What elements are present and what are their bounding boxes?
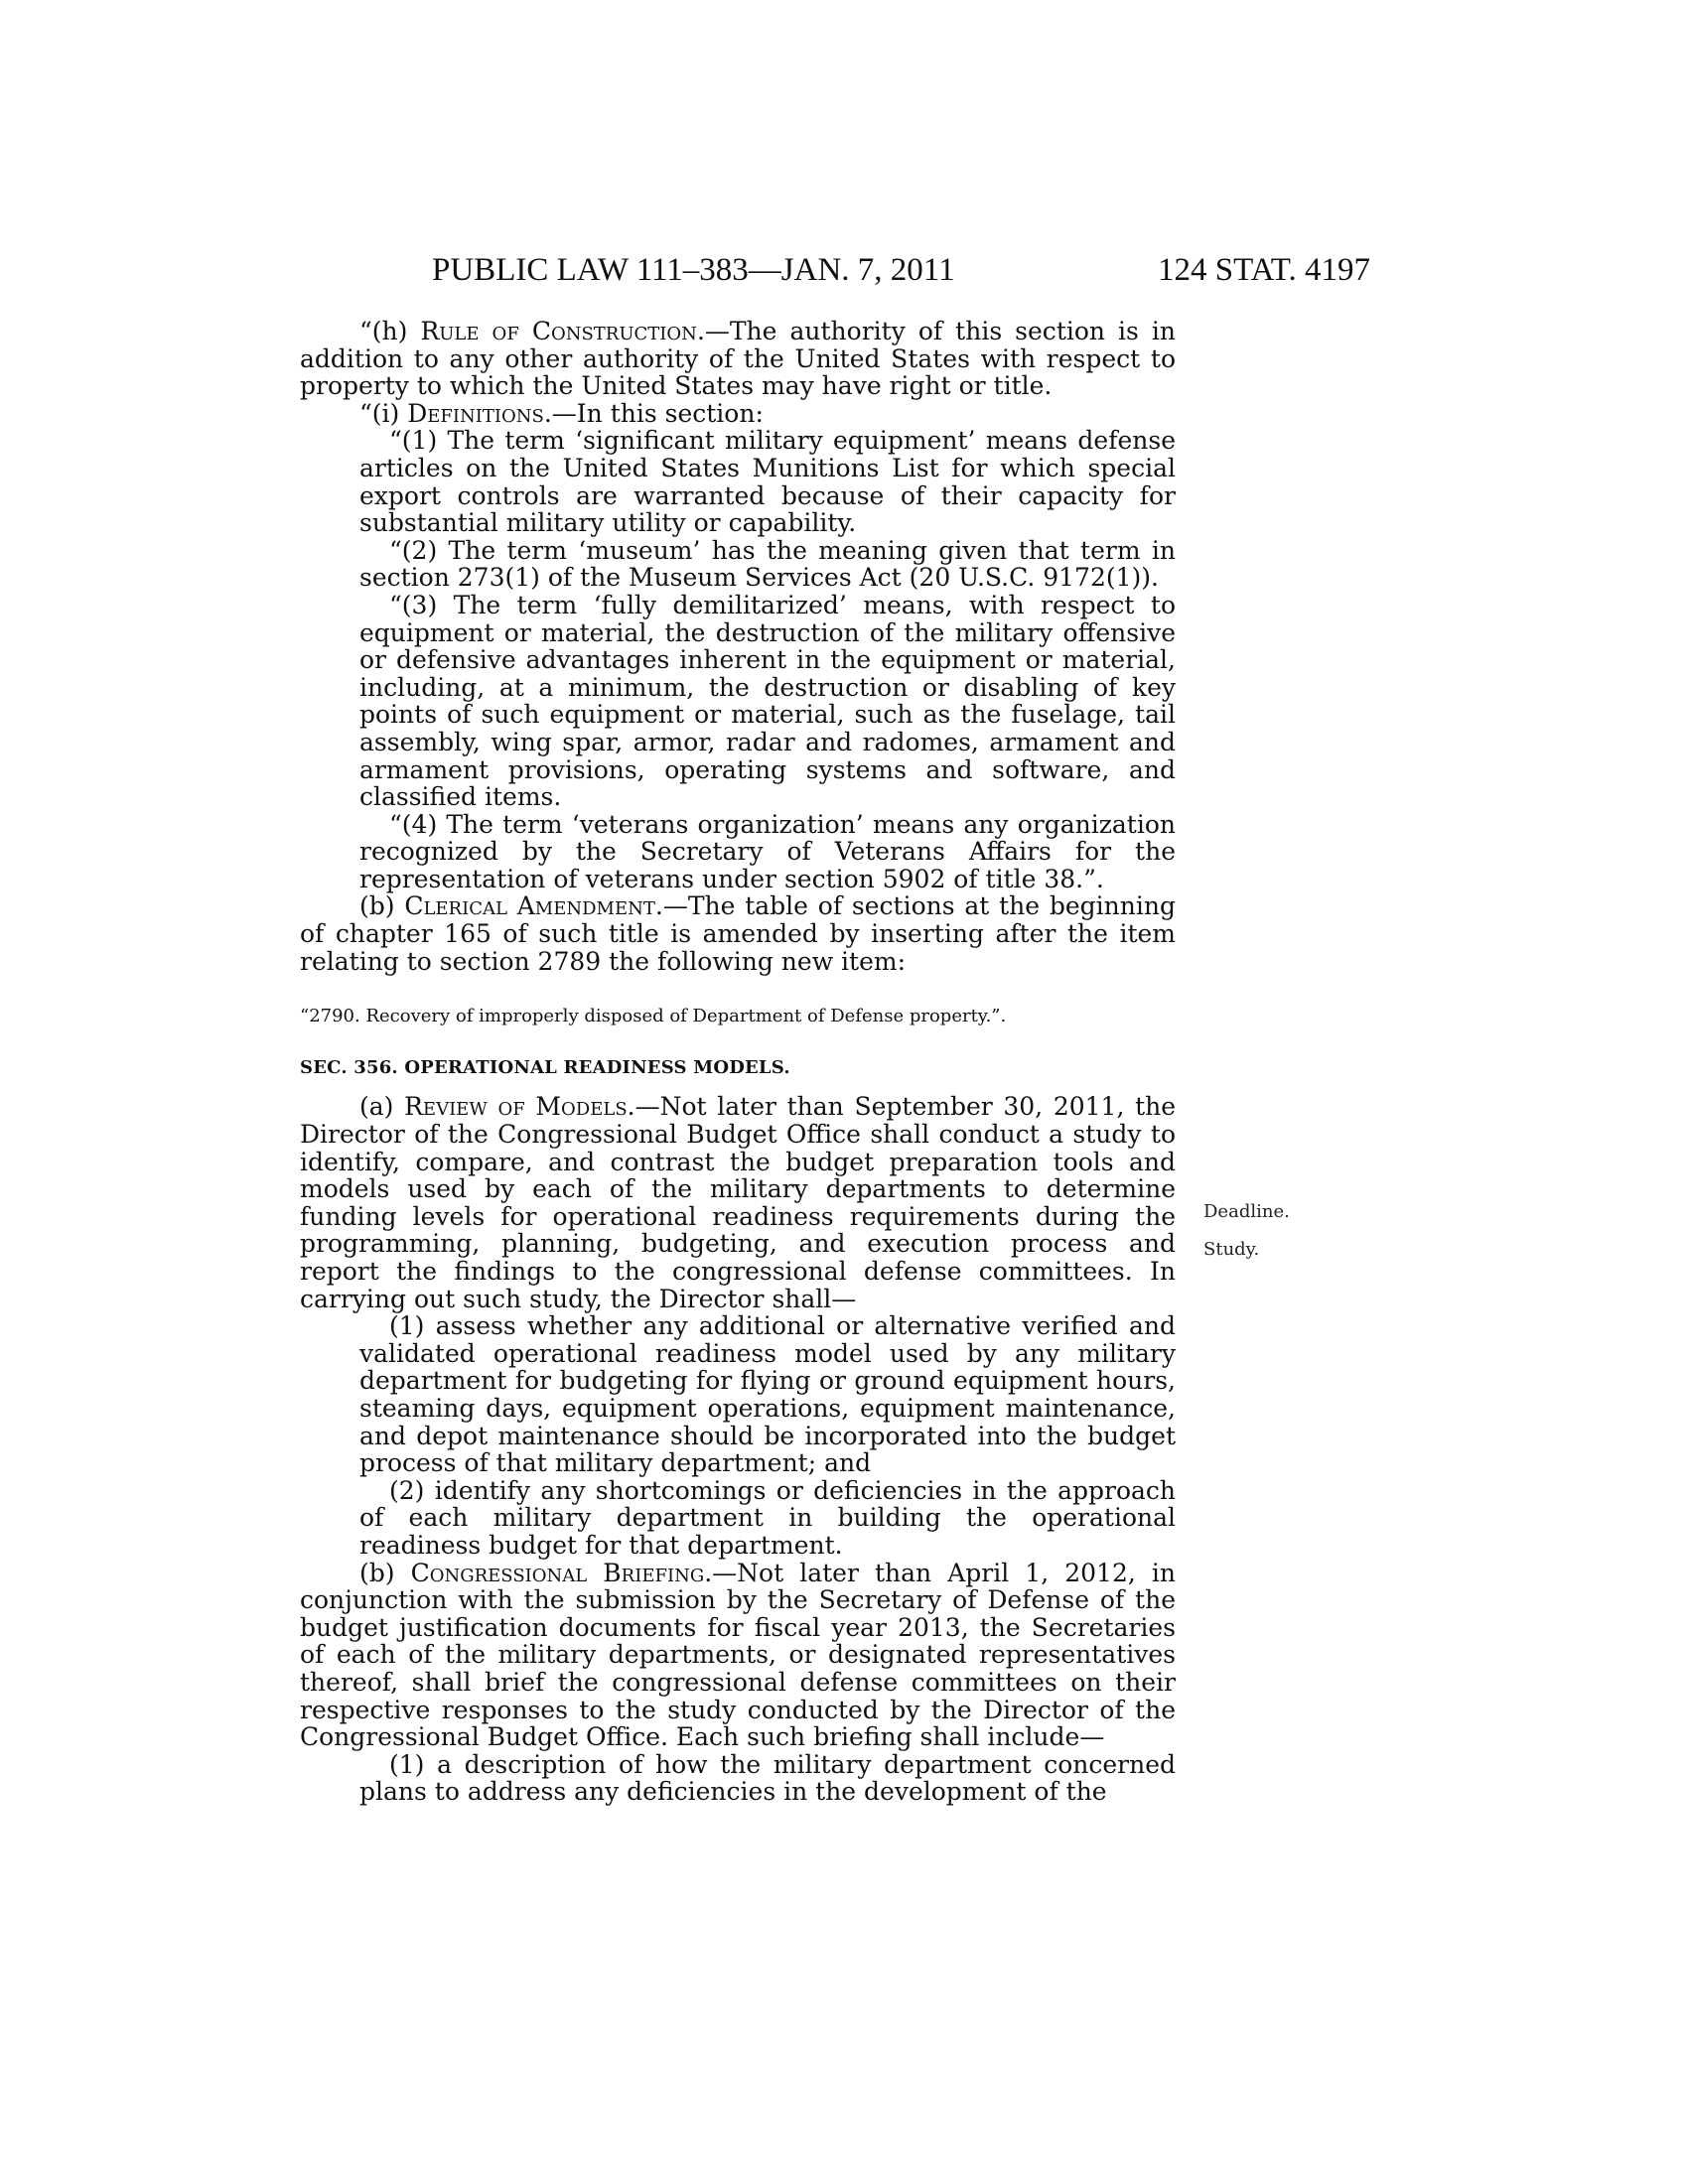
paragraph-a-review: (a) Review of Models.—Not later than September 30, 2011, the Director of the Congressional Budget Office shall conduct a study to identify, compare, and contrast the budget preparation tools and models used by each of the military departments to determine funding levels for operational readiness requirements during the programming, planning, budgeting, and execution process and report the findings to the congressional defense committees. In carrying out such study, the Director shall— [300,1092,1177,1313]
definition-4: “(4) The term ‘veterans organization’ means any organization recognized by the Secretary of Veterans Affairs for the representation of veterans under section 5902 of title 38.”. [359,809,1176,893]
briefing-list [300,1751,1176,1806]
section-heading: SEC. 356. OPERATIONAL READINESS MODELS. [300,1056,790,1078]
heading-definitions: Definitions [407,398,544,428]
definitions-list [300,427,1176,892]
table-of-sections-item: “2790. Recovery of improperly disposed of Department of Defense property.”. [300,1006,1007,1027]
heading-congressional-briefing: Congressional Briefing [410,1558,705,1587]
section-356 [300,1054,1176,1806]
running-head-title: PUBLIC LAW 111–383—JAN. 7, 2011 [432,252,955,288]
heading-clerical-amendment: Clerical Amendment [404,891,655,921]
body-text [300,318,1176,1806]
heading-review-of-models: Review of Models [404,1092,628,1122]
paragraph-b-clerical: (b) Clerical Amendment.—The table of sections at the beginning of chapter 165 of such title is amended by inserting after the item relating to section 2789 the following new item: [300,891,1176,976]
review-item-2: (2) identify any shortcomings or deficiencies in the approach of each military department in building the operational readiness budget for that department. [359,1475,1176,1560]
heading-rule-of-construction: Rule of Construction [420,317,697,345]
paragraph-h: “(h) Rule of Construction.—The authority of this section is in addition to any other authority of the United States with respect to property to which the United States may have right or title. [300,317,1176,401]
margin-note-deadline: Deadline. [1203,1201,1290,1222]
margin-note-study: Study. [1203,1239,1260,1260]
statute-page-number: 124 STAT. 4197 [1157,252,1370,288]
review-item-1: (1) assess whether any additional or alternative verified and validated operational readiness model used by any military department for budgeting for flying or ground equipment hours, steaming days, equipment operations, equipment maintenance, and depot maintenance should be incorporated into the budget process of that military department; and [359,1311,1176,1478]
definition-1: “(1) The term ‘significant military equipment’ means defense articles on the United States Munitions List for which special export controls are warranted because of their capacity for substantial military utility or capability. [359,426,1176,538]
briefing-item-1: (1) a description of how the military department concerned plans to address any deficiencies in the development of the [359,1749,1176,1807]
review-list [300,1312,1176,1559]
definition-3: “(3) The term ‘fully demilitarized’ means, with respect to equipment or material, the destruction of the military offensive or defensive advantages inherent in the equipment or material, including, at a minimum, the destruction or disabling of key points of such equipment or material, such as the fuselage, tail assembly, wing spar, armor, radar and radomes, armament and armament provisions, operating systems and software, and classified items. [359,590,1176,812]
definition-2: “(2) The term ‘museum’ has the meaning given that term in section 273(1) of the Museum Services Act (20 U.S.C. 9172(1)). [359,535,1176,593]
paragraph-i: “(i) Definitions.—In this section: [359,398,764,428]
page-header [300,252,1370,292]
paragraph-b-briefing: (b) Congressional Briefing.—Not later than April 1, 2012, in conjunction with the submission by the Secretary of Defense of the budget justification documents for fiscal year 2013, the Secretaries of each of the military departments, or designated representatives thereof, shall brief the congressional defense committees on their respective responses to the study conducted by the Director of the Congressional Budget Office. Each such briefing shall include— [300,1558,1176,1752]
